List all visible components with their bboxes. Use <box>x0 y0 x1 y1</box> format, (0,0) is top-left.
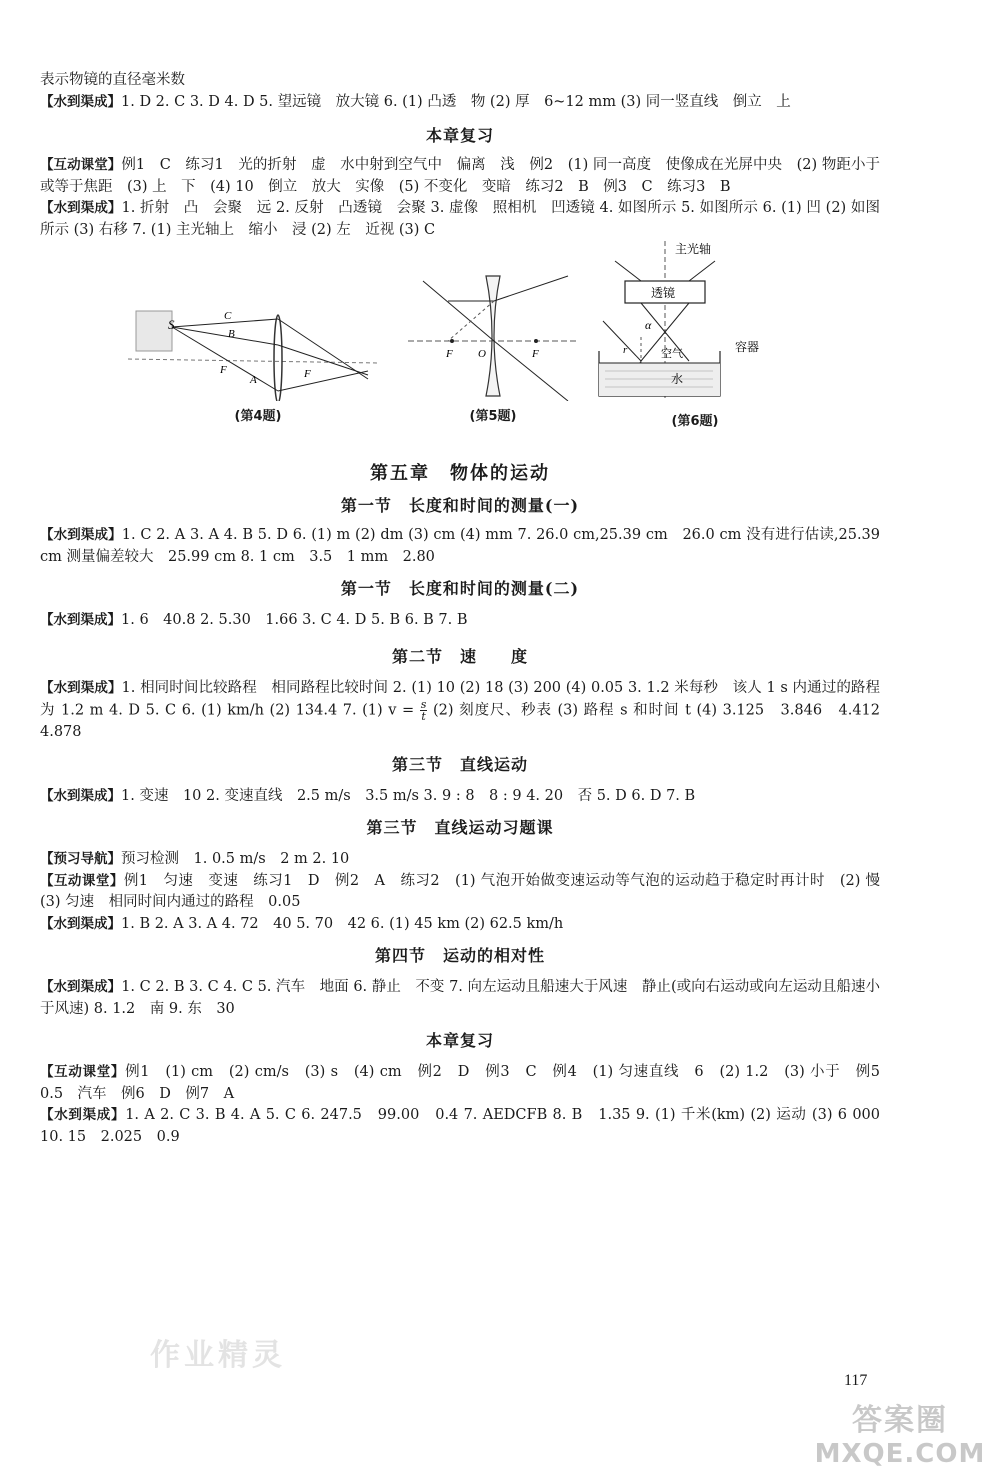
answer-block <box>40 977 880 1020</box>
label-f: F <box>220 364 227 376</box>
section-title: 第四节 运动的相对性 <box>374 946 545 965</box>
label-s: S <box>168 317 175 332</box>
section-tag: 【水到渠成】 <box>40 1107 126 1123</box>
section-tag: 【水到渠成】 <box>40 527 122 543</box>
section-tag: 【水到渠成】 <box>40 787 121 804</box>
section-tag: 【水到渠成】 <box>40 679 122 696</box>
figure-6-diagram <box>595 241 795 406</box>
answer-text: 1. 折射 凸 会聚 远 2. 反射 凸透镜 会聚 3. 虚像 照相机 凹透镜 4. 如图所示 5. 如图所示 6. (1) 凹 (2) 如图所示 (3) 右移 7. (1) 主光轴上 缩小 浸 (2) 左 近视 (3) C <box>40 200 880 238</box>
section-title: 第一节 长度和时间的测量(一) <box>340 496 580 515</box>
fraction-denominator: t <box>421 710 426 723</box>
answer-block <box>40 198 880 241</box>
answer-text: 1. C 2. A 3. A 4. B 5. D 6. (1) m (2) dm (3) cm (4) mm 7. 26.0 cm,25.39 cm 26.0 cm 没有进行估读,25.39 cm 测量偏差较大 25.99 cm 8. 1 cm 3.5 1 mm 2.80 <box>40 527 881 565</box>
label-c: C <box>224 310 232 322</box>
answer-text: (2) 刻度尺、秒表 (3) 路程 s 和时间 t (4) 3.125 3.846 4.412 4.878 <box>40 702 895 740</box>
section-title: 第一节 长度和时间的测量(二) <box>340 579 580 598</box>
watermark-logo: 作业精灵 <box>150 1338 286 1373</box>
answer-block <box>40 610 880 632</box>
answer-text: 1. 变速 10 2. 变速直线 2.5 m/s 3.5 m/s 3. 9 : 8 8 : 9 4. 20 否 5. D 6. D 7. B <box>121 787 696 804</box>
answer-text: 1. C 2. B 3. C 4. C 5. 汽车 地面 6. 静止 不变 7. 向左运动且船速大于风速 静止(或向右运动或向左运动且船速小于风速) 8. 1.2 南 9. 东 30 <box>40 979 881 1017</box>
section-tag: 【水到渠成】 <box>40 200 122 216</box>
watermark-site-url: MXQE.COM <box>814 1439 986 1469</box>
section-title: 第三节 直线运动习题课 <box>366 818 554 837</box>
answer-block <box>40 155 880 198</box>
answer-block <box>40 92 880 114</box>
answer-text: 1. 6 40.8 2. 5.30 1.66 3. C 4. D 5. B 6. B 7. B <box>121 612 468 628</box>
section-title: 本章复习 <box>425 1031 494 1050</box>
answer-block <box>40 1105 880 1148</box>
figure-4-diagram <box>128 301 388 401</box>
figure-6-caption: (第6题) <box>671 414 719 429</box>
chapter-title: 第五章 物体的运动 <box>370 463 550 484</box>
answer-block <box>40 849 880 871</box>
answer-text: 例1 匀速 变速 练习1 D 例2 A 练习2 (1) 气泡开始做变速运动等气泡的运动趋于稳定时再计时 (2) 慢 (3) 匀速 相同时间内通过的路程 0.05 <box>40 872 895 910</box>
figure-5-diagram <box>408 271 578 401</box>
answer-text: 例1 (1) cm (2) cm/s (3) s (4) cm 例2 D 例3 C 例4 (1) 匀速直线 6 (2) 1.2 (3) 小于 例5 0.5 汽车 例6 D 例7 A <box>40 1064 895 1102</box>
answer-block <box>40 914 880 936</box>
answer-block <box>40 525 880 568</box>
figure-4 <box>128 301 388 424</box>
answer-block <box>40 678 895 744</box>
label-f1: F <box>446 348 453 360</box>
label-o: O <box>478 348 486 360</box>
answer-text: 预习检测 1. 0.5 m/s 2 m 2. 10 <box>121 851 350 867</box>
answer-text: 1. D 2. C 3. D 4. D 5. 望远镜 放大镜 6. (1) 凸透 物 (2) 厚 6~12 mm (3) 同一竖直线 倒立 上 <box>121 93 791 110</box>
section-tag: 【水到渠成】 <box>40 612 121 628</box>
label-r: r <box>623 344 628 356</box>
section-title: 第二节 速 度 <box>391 646 528 666</box>
answer-page <box>40 70 895 1148</box>
answer-text: 1. A 2. C 3. B 4. A 5. C 6. 247.5 99.00 0.4 7. AEDCFB 8. B 1.35 9. (1) 千米(km) (2) 运动 (3) 6 000 10. 15 2.025 0.9 <box>40 1107 880 1145</box>
section-title: 第三节 直线运动 <box>391 754 528 774</box>
figures-row <box>40 241 880 441</box>
answer-block <box>40 871 895 914</box>
page-number: 117 <box>844 1372 868 1389</box>
label-water: 水 <box>671 372 684 386</box>
section-tag: 【水到渠成】 <box>40 979 122 995</box>
label-lens: 透镜 <box>651 286 676 300</box>
label-container: 容器 <box>735 340 760 354</box>
label-air: 空气 <box>661 348 683 360</box>
figure-4-caption: (第4题) <box>234 409 282 424</box>
watermark-site-name: 答案圈 <box>852 1403 948 1438</box>
label-a: A <box>250 374 257 386</box>
section-tag: 【预习导航】 <box>40 851 121 867</box>
answer-block <box>40 786 880 808</box>
fraction-numerator: s <box>420 698 427 711</box>
section-tag: 【互动课堂】 <box>40 872 124 889</box>
figure-5-caption: (第5题) <box>469 409 517 424</box>
label-f2: F <box>532 348 539 360</box>
section-tag: 【互动课堂】 <box>40 157 122 173</box>
label-axis: 主光轴 <box>675 242 712 256</box>
label-b: B <box>228 328 235 340</box>
watermark-site <box>800 1395 1000 1469</box>
section-tag: 【互动课堂】 <box>40 1064 126 1080</box>
answer-text: 例1 C 练习1 光的折射 虚 水中射到空气中 偏离 浅 例2 (1) 同一高度 使像成在光屏中央 (2) 物距小于或等于焦距 (3) 上 下 (4) 10 倒立 放大 实像 (5) 不变化 变暗 练习2 B 例3 C 练习3 B <box>40 157 880 195</box>
section-title: 本章复习 <box>425 126 494 145</box>
answer-block <box>40 1062 895 1105</box>
answer-text: 1. 相同时间比较路程 相同路程比较时间 2. (1) 10 (2) 18 (3) 200 (4) 0.05 3. 1.2 米每秒 该人 1 s 内通过的路程为 1.2 m 4. D 5. C 6. (1) km/h (2) 134.4 7. (1) v = <box>40 679 880 719</box>
section-tag: 【水到渠成】 <box>40 93 121 110</box>
intro-line: 表示物镜的直径毫米数 <box>40 72 185 88</box>
figure-6 <box>595 241 795 429</box>
answer-text: 1. B 2. A 3. A 4. 72 40 5. 70 42 6. (1) 45 km (2) 62.5 km/h <box>121 915 564 932</box>
label-alpha: α <box>645 318 652 332</box>
figure-5 <box>408 271 578 424</box>
section-tag: 【水到渠成】 <box>40 915 121 932</box>
label-f2: F <box>304 368 311 380</box>
